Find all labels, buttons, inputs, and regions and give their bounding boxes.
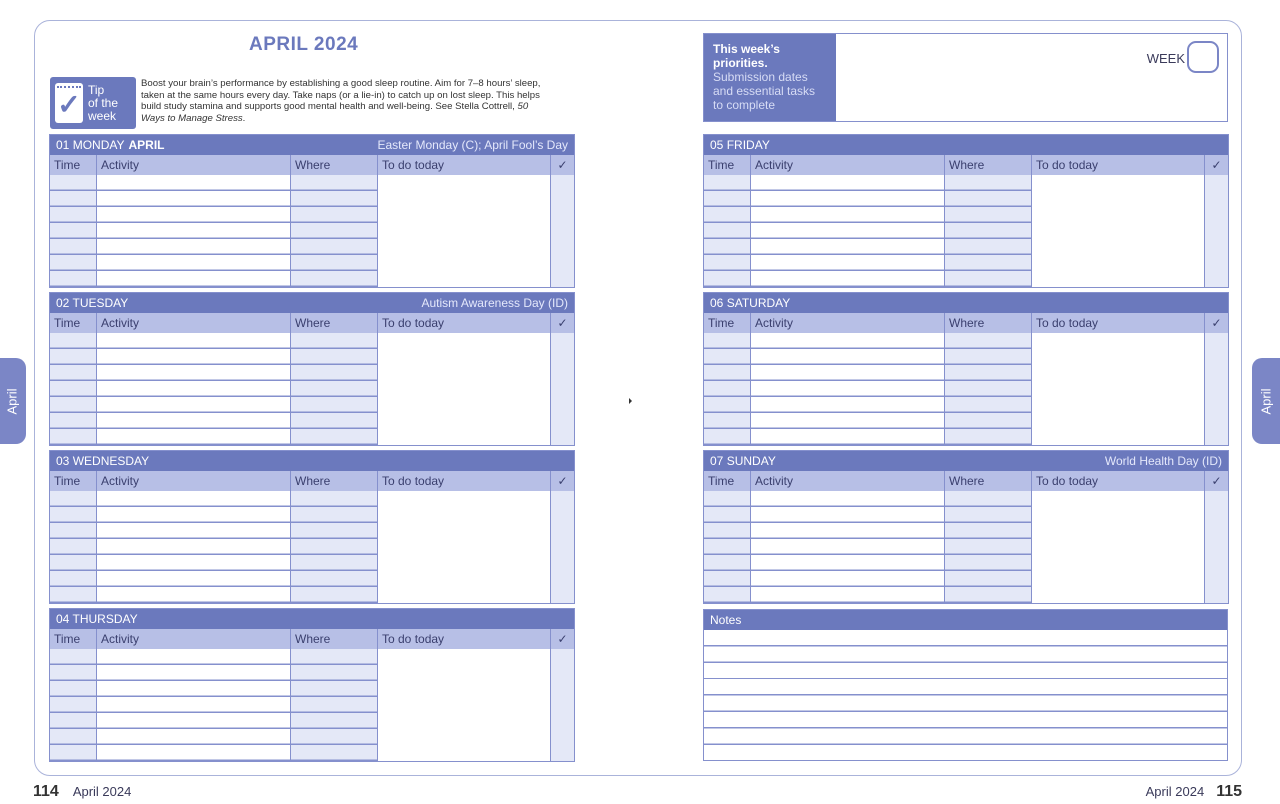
col-todo: To do today	[1032, 313, 1205, 333]
where-column[interactable]	[291, 175, 378, 287]
day-event: World Health Day (ID)	[1104, 454, 1222, 468]
col-where: Where	[291, 155, 378, 175]
day-header	[50, 135, 574, 155]
col-activity: Activity	[751, 471, 945, 491]
col-where: Where	[291, 471, 378, 491]
col-activity: Activity	[97, 313, 291, 333]
day-event: Easter Monday (C); April Fool’s Day	[377, 138, 568, 152]
col-check: ✓	[557, 316, 568, 330]
time-column[interactable]	[704, 491, 751, 603]
col-time: Time	[704, 313, 751, 333]
where-column[interactable]	[291, 649, 378, 761]
month-side-tab-right[interactable]	[1252, 358, 1280, 444]
day-name: SUNDAY	[726, 454, 776, 468]
time-column[interactable]	[50, 333, 97, 445]
activity-column[interactable]	[97, 175, 291, 287]
check-column[interactable]	[551, 175, 574, 287]
col-check: ✓	[1211, 474, 1222, 488]
day-number: 01	[56, 138, 70, 152]
day-body	[50, 333, 574, 445]
col-time: Time	[50, 155, 97, 175]
check-column[interactable]	[551, 649, 574, 761]
day-header	[704, 451, 1228, 471]
check-column[interactable]	[1205, 333, 1228, 445]
col-todo: To do today	[378, 313, 551, 333]
check-column[interactable]	[551, 491, 574, 603]
activity-column[interactable]	[751, 491, 945, 603]
col-time: Time	[704, 471, 751, 491]
col-todo: To do today	[1032, 471, 1205, 491]
col-todo: To do today	[378, 155, 551, 175]
column-headers	[50, 313, 574, 333]
tip-badge	[50, 77, 136, 129]
time-column[interactable]	[50, 491, 97, 603]
time-column[interactable]	[704, 333, 751, 445]
side-tab-label: April	[1258, 387, 1274, 415]
day-body	[704, 491, 1228, 603]
day-body	[50, 491, 574, 603]
col-time: Time	[50, 471, 97, 491]
footer-month: April 2024	[72, 784, 132, 799]
col-activity: Activity	[751, 313, 945, 333]
day-header	[50, 293, 574, 313]
col-where: Where	[291, 629, 378, 649]
activity-column[interactable]	[97, 491, 291, 603]
day-number: 07	[710, 454, 724, 468]
footer-left	[33, 783, 131, 801]
check-column[interactable]	[551, 333, 574, 445]
where-column[interactable]	[945, 333, 1032, 445]
col-check: ✓	[1211, 158, 1222, 172]
todo-area[interactable]	[378, 649, 551, 761]
center-fold-mark	[629, 398, 632, 404]
day-body	[704, 333, 1228, 445]
col-check: ✓	[1211, 316, 1222, 330]
time-column[interactable]	[50, 175, 97, 287]
notes-header: Notes	[704, 610, 1227, 630]
footer-right	[1146, 783, 1242, 801]
calendar-check-icon: ✓	[55, 83, 83, 123]
where-column[interactable]	[945, 491, 1032, 603]
col-todo: To do today	[378, 471, 551, 491]
check-column[interactable]	[1205, 175, 1228, 287]
priorities-label: This week’s priorities. Submission dates and essential tasks to complete	[704, 34, 836, 121]
activity-column[interactable]	[97, 333, 291, 445]
day-number: 02	[56, 296, 70, 310]
day-header	[704, 293, 1228, 313]
column-headers	[704, 471, 1228, 491]
day-number: 06	[710, 296, 724, 310]
day-name: THURSDAY	[72, 612, 138, 626]
col-activity: Activity	[751, 155, 945, 175]
day-body	[50, 175, 574, 287]
col-where: Where	[945, 313, 1032, 333]
col-time: Time	[50, 629, 97, 649]
where-column[interactable]	[945, 175, 1032, 287]
day-body	[50, 649, 574, 761]
day-header	[704, 135, 1228, 155]
footer-month: April 2024	[1145, 784, 1205, 799]
todo-area[interactable]	[1032, 491, 1205, 603]
col-where: Where	[291, 313, 378, 333]
todo-area[interactable]	[378, 175, 551, 287]
day-block-tuesday	[49, 292, 575, 446]
week-label: WEEK	[1146, 51, 1185, 66]
day-number: 05	[710, 138, 724, 152]
col-check: ✓	[557, 158, 568, 172]
day-name: WEDNESDAY	[72, 454, 150, 468]
page-number: 114	[33, 783, 59, 800]
week-number-box[interactable]	[1187, 41, 1219, 73]
column-headers	[50, 629, 574, 649]
todo-area[interactable]	[1032, 333, 1205, 445]
col-todo: To do today	[1032, 155, 1205, 175]
day-number: 03	[56, 454, 70, 468]
day-header	[50, 451, 574, 471]
page-number: 115	[1216, 783, 1242, 800]
side-tab-label: April	[4, 387, 20, 415]
day-event: Autism Awareness Day (ID)	[421, 296, 568, 310]
todo-area[interactable]	[1032, 175, 1205, 287]
col-activity: Activity	[97, 629, 291, 649]
day-block-sunday	[703, 450, 1229, 604]
day-name: MONDAY	[72, 138, 125, 152]
day-name: SATURDAY	[726, 296, 791, 310]
where-column[interactable]	[291, 333, 378, 445]
month-side-tab-left[interactable]	[0, 358, 26, 444]
day-body	[704, 175, 1228, 287]
tip-label: Tip of the week	[88, 82, 119, 123]
day-block-friday	[703, 134, 1229, 288]
column-headers	[704, 313, 1228, 333]
col-check: ✓	[557, 632, 568, 646]
day-number: 04	[56, 612, 70, 626]
check-column[interactable]	[1205, 491, 1228, 603]
day-month: APRIL	[128, 138, 165, 152]
column-headers	[704, 155, 1228, 175]
day-name: TUESDAY	[72, 296, 129, 310]
column-headers	[50, 471, 574, 491]
where-column[interactable]	[291, 491, 378, 603]
notes-section[interactable]	[703, 609, 1228, 761]
col-time: Time	[50, 313, 97, 333]
col-time: Time	[704, 155, 751, 175]
day-header	[50, 609, 574, 629]
column-headers	[50, 155, 574, 175]
col-check: ✓	[557, 474, 568, 488]
notes-lines[interactable]	[704, 630, 1227, 761]
col-activity: Activity	[97, 471, 291, 491]
col-where: Where	[945, 471, 1032, 491]
day-block-wednesday	[49, 450, 575, 604]
time-column[interactable]	[50, 649, 97, 761]
col-activity: Activity	[97, 155, 291, 175]
col-todo: To do today	[378, 629, 551, 649]
todo-area[interactable]	[378, 491, 551, 603]
todo-area[interactable]	[378, 333, 551, 445]
day-block-monday	[49, 134, 575, 288]
day-block-saturday	[703, 292, 1229, 446]
activity-column[interactable]	[751, 175, 945, 287]
activity-column[interactable]	[751, 333, 945, 445]
time-column[interactable]	[704, 175, 751, 287]
activity-column[interactable]	[97, 649, 291, 761]
page-title: APRIL 2024	[249, 34, 359, 55]
tip-text: Boost your brain’s performance by establishing a good sleep routine. Aim for 7–8 hours’ sleep, taken at the same hours every day. Take naps (or a lie-in) to catch up on lost sleep. This helps build study stamina and supports good mental health and well-being. See Stella Cottrell, 50 Ways to Manage Stress.	[141, 78, 541, 124]
weekly-priorities[interactable]	[703, 33, 1228, 122]
tip-book-title: 50 Ways to Manage Stress	[141, 101, 529, 124]
day-block-thursday	[49, 608, 575, 762]
col-where: Where	[945, 155, 1032, 175]
day-name: FRIDAY	[726, 138, 770, 152]
